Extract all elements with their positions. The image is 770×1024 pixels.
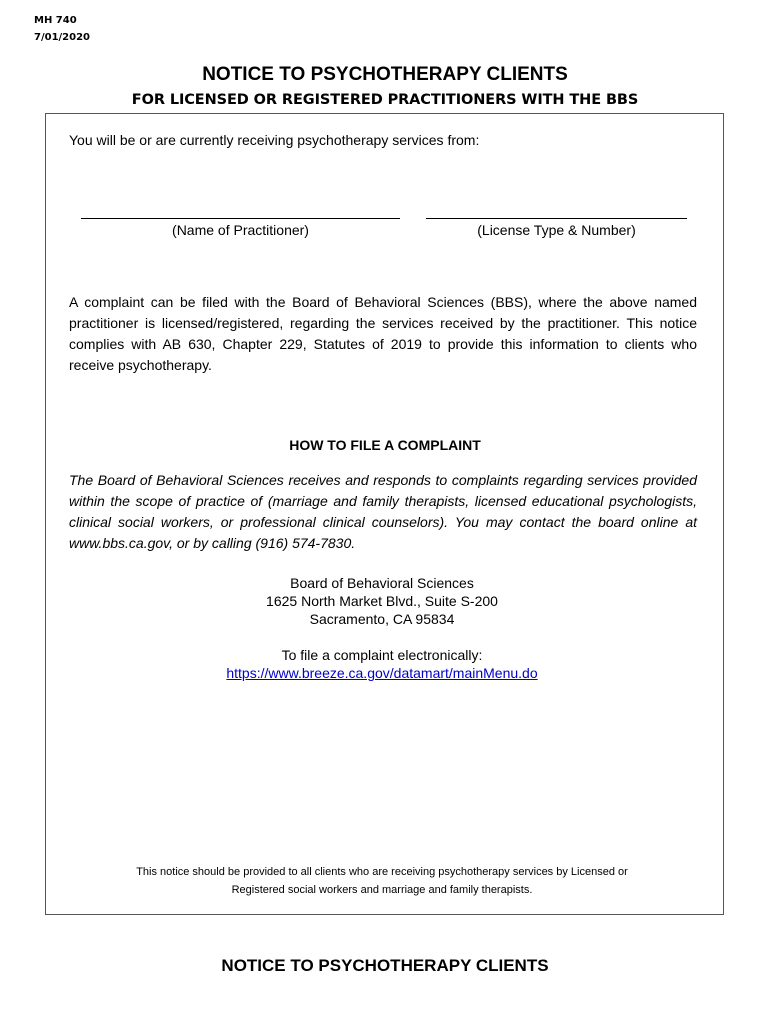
practitioner-name-label: (Name of Practitioner) [172, 222, 309, 238]
address-line-1: Board of Behavioral Sciences [290, 575, 474, 591]
intro-text: You will be or are currently receiving psychotherapy services from: [69, 132, 480, 148]
license-number-label: (License Type & Number) [477, 222, 636, 238]
form-identifier [34, 12, 90, 46]
board-paragraph: The Board of Behavioral Sciences receives and responds to complaints regarding services provided within the scope of practice of (marriage and family therapists, licensed educational psychologists, clinical social workers, or professional clinical counselors). You may contact the board online at www.bbs.ca.gov, or by calling (916) 574-7830. [69, 472, 697, 551]
address-line-3: Sacramento, CA 95834 [309, 611, 455, 627]
electronic-filing [0, 646, 764, 682]
complaint-link[interactable]: https://www.breeze.ca.gov/datamart/mainMenu.do [226, 665, 538, 681]
complaint-paragraph: A complaint can be filed with the Board of Behavioral Sciences (BBS), where the above named practitioner is licensed/registered, regarding the services received by the practitioner. This notice complies with AB 630, Chapter 229, Statutes of 2019 to provide this information to clients who receive psychotherapy. [69, 294, 697, 373]
footer-note [0, 863, 764, 899]
footer-note-line-2: Registered social workers and marriage and family therapists. [231, 884, 533, 896]
board-address [0, 574, 764, 628]
license-number-line[interactable] [426, 218, 687, 219]
page-title: NOTICE TO PSYCHOTHERAPY CLIENTS [202, 64, 568, 85]
practitioner-name-line[interactable] [81, 218, 400, 219]
bottom-title: NOTICE TO PSYCHOTHERAPY CLIENTS [221, 956, 549, 975]
electronic-filing-label: To file a complaint electronically: [281, 647, 483, 663]
address-line-2: 1625 North Market Blvd., Suite S-200 [266, 593, 498, 609]
form-date: 7/01/2020 [34, 32, 91, 43]
page-subtitle: FOR LICENSED OR REGISTERED PRACTITIONERS WITH THE BBS [131, 92, 639, 108]
how-to-heading: HOW TO FILE A COMPLAINT [289, 437, 481, 453]
form-number: MH 740 [34, 15, 77, 26]
footer-note-line-1: This notice should be provided to all clients who are receiving psychotherapy services by Licensed or [136, 866, 628, 878]
